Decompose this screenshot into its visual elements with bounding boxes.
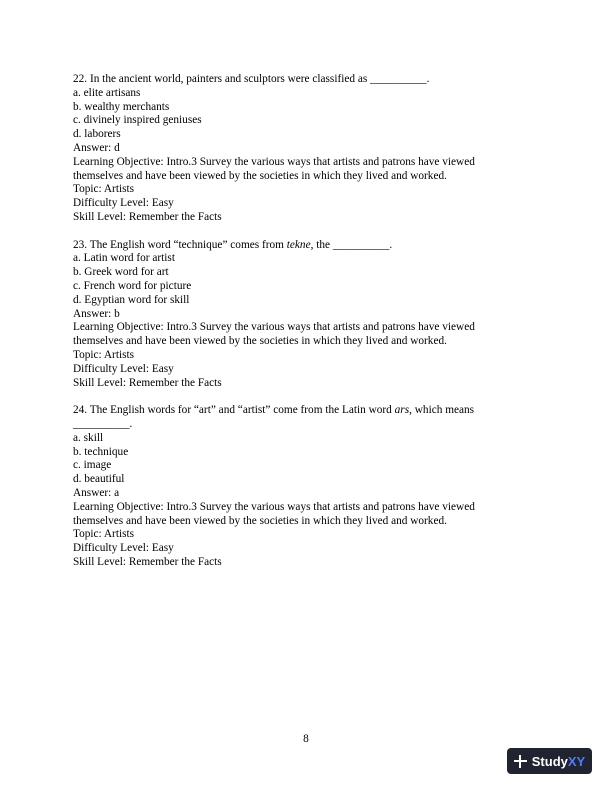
plus-icon — [514, 755, 527, 768]
page-content — [73, 73, 539, 570]
option-c: c. divinely inspired geniuses — [73, 114, 202, 127]
question-stem-blank: __________. — [73, 417, 133, 430]
badge-text-study: Study — [531, 753, 568, 769]
topic: Topic: Artists — [73, 348, 135, 361]
answer: Answer: a — [73, 486, 120, 499]
learning-objective-line-2: themselves and have been viewed by the societies in which they lived and worked. — [73, 514, 447, 527]
studyxy-badge[interactable] — [507, 748, 592, 774]
learning-objective-line-1: Learning Objective: Intro.3 Survey the various ways that artists and patrons have viewed — [73, 500, 475, 513]
option-b: b. wealthy merchants — [73, 100, 170, 113]
answer: Answer: d — [73, 141, 120, 154]
difficulty-level: Difficulty Level: Easy — [73, 197, 174, 210]
stem-text: 23. The English word “technique” comes from — [73, 238, 287, 251]
option-d: d. laborers — [73, 128, 121, 141]
stem-italic-term: tekne — [286, 238, 311, 251]
question-stem: 22. In the ancient world, painters and sculptors were classified as __________. — [73, 73, 430, 85]
page-number: 8 — [303, 733, 309, 745]
topic: Topic: Artists — [73, 183, 135, 196]
question-stem — [73, 404, 539, 418]
learning-objective-line-1: Learning Objective: Intro.3 Survey the various ways that artists and patrons have viewed — [73, 155, 475, 168]
option-d: d. beautiful — [73, 473, 125, 486]
stem-text: , the __________. — [310, 238, 393, 251]
difficulty-level: Difficulty Level: Easy — [73, 542, 174, 555]
option-a: a. Latin word for artist — [73, 252, 175, 265]
option-d: d. Egyptian word for skill — [73, 293, 190, 306]
badge-text-xy: XY — [567, 753, 586, 769]
learning-objective-line-1: Learning Objective: Intro.3 Survey the various ways that artists and patrons have viewed — [73, 321, 475, 334]
answer: Answer: b — [73, 307, 120, 320]
option-a: a. elite artisans — [73, 86, 141, 99]
question-24 — [73, 404, 539, 570]
option-b: b. Greek word for art — [73, 266, 169, 279]
skill-level: Skill Level: Remember the Facts — [73, 376, 222, 389]
option-a: a. skill — [73, 431, 104, 444]
difficulty-level: Difficulty Level: Easy — [73, 362, 174, 375]
option-b: b. technique — [73, 445, 129, 458]
stem-text: 24. The English words for “art” and “artist” come from the Latin word — [73, 404, 395, 417]
skill-level: Skill Level: Remember the Facts — [73, 210, 222, 223]
skill-level: Skill Level: Remember the Facts — [73, 555, 222, 568]
learning-objective-line-2: themselves and have been viewed by the societies in which they lived and worked. — [73, 335, 447, 348]
question-22 — [73, 73, 539, 225]
learning-objective-line-2: themselves and have been viewed by the societies in which they lived and worked. — [73, 169, 447, 182]
topic: Topic: Artists — [73, 528, 135, 541]
stem-text: , which means — [409, 404, 475, 417]
stem-italic-term: ars — [394, 404, 410, 417]
question-stem — [73, 239, 539, 253]
option-c: c. French word for picture — [73, 279, 192, 292]
badge-text — [532, 754, 585, 769]
question-23 — [73, 239, 539, 391]
option-c: c. image — [73, 459, 112, 472]
